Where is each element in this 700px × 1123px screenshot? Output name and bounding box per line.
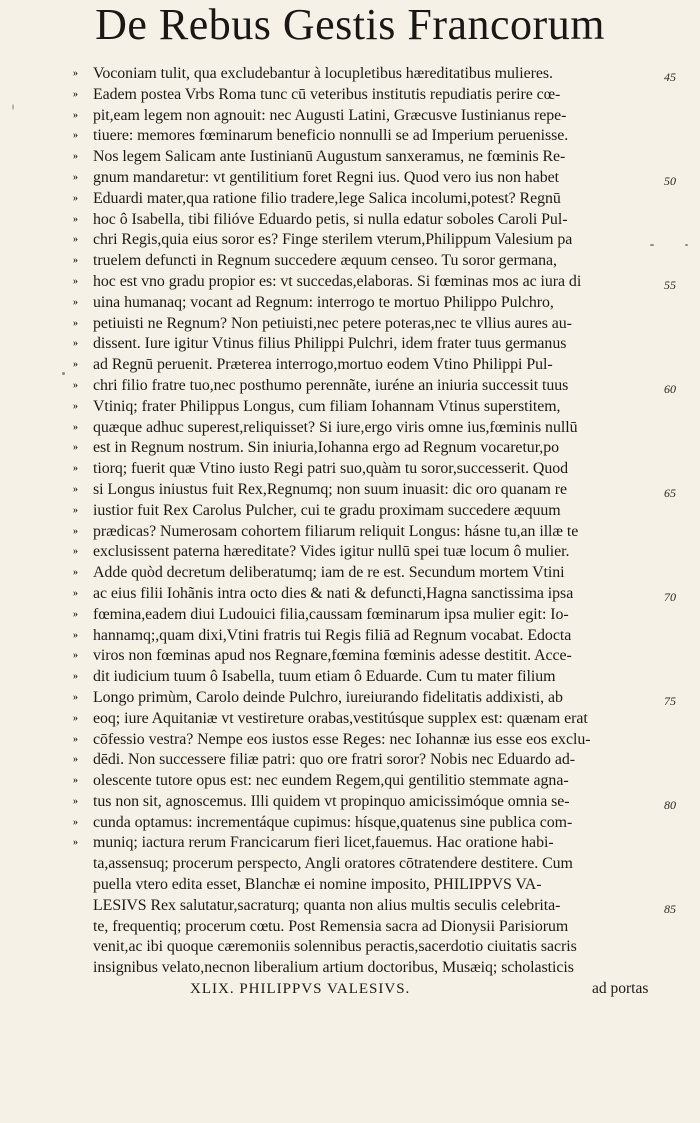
text-line	[0, 168, 700, 189]
text-line	[0, 750, 700, 771]
line-text: uina humanaq; vocant ad Regnum: interrogo te mortuo Philippo Pulchro,	[93, 293, 554, 311]
quotation-mark: »	[73, 525, 78, 537]
quotation-mark: »	[73, 671, 78, 683]
text-line	[0, 106, 700, 127]
line-text: dissent. Iure igitur Vtinus filius Philippi Pulchri, idem frater tuus germanus	[93, 335, 567, 353]
text-line	[0, 667, 700, 688]
quotation-mark: »	[73, 546, 78, 558]
line-text: Vtiniq; frater Philippus Longus, cum filiam Iohannam Vtinus superstitem,	[93, 397, 561, 415]
line-text: Eadem postea Vrbs Roma tunc cū veteribus institutis repudiatis perire cœ-	[93, 85, 561, 103]
text-line	[0, 584, 700, 605]
line-text: venit,ac ibi quoque cæremoniis solennibus peractis,sacerdotio ciuitatis sacris	[93, 938, 577, 956]
text-line	[0, 230, 700, 251]
text-line	[0, 730, 700, 751]
text-line	[0, 480, 700, 501]
line-number: 85	[664, 901, 676, 916]
line-text: iustior fuit Rex Carolus Pulcher, cui te gradu proximam succedere æquum	[93, 501, 561, 519]
line-text: gnum mandaretur: vt gentilitium foret Regni ius. Quod vero ius non habet	[93, 168, 559, 186]
text-line	[0, 792, 700, 813]
ink-speck	[650, 244, 654, 246]
text-line	[0, 293, 700, 314]
line-text: viros non fœminas apud nos Regnare,fœmina fœminis adesse destitit. Acce-	[93, 647, 572, 665]
text-line	[0, 522, 700, 543]
text-line	[0, 501, 700, 522]
text-line	[0, 189, 700, 210]
quotation-mark: »	[73, 359, 78, 371]
line-number: 55	[664, 277, 676, 292]
text-line	[0, 85, 700, 106]
text-line	[0, 147, 700, 168]
text-line	[0, 459, 700, 480]
quotation-mark: »	[73, 567, 78, 579]
line-number: 75	[664, 693, 676, 708]
running-head: De Rebus Gestis Francorum	[95, 0, 605, 49]
text-line	[0, 210, 700, 231]
line-text: eoq; iure Aquitaniæ vt vestireture orabas,vestitúsque supplex est: quænam erat	[93, 709, 588, 727]
quotation-mark: »	[73, 650, 78, 662]
line-number: 60	[664, 381, 676, 396]
line-number: 50	[664, 173, 676, 188]
ink-speck	[12, 104, 14, 110]
line-number: 80	[664, 797, 676, 812]
quotation-mark: »	[73, 171, 78, 183]
text-line	[0, 64, 700, 85]
quotation-mark: »	[73, 68, 78, 79]
text-line	[0, 438, 700, 459]
line-text: olescente tutore opus est: nec eundem Regem,qui gentilitio stemmate agna-	[93, 772, 569, 790]
line-text: est in Regnum nostrum. Sin iniuria,Iohanna ergo ad Regnum vocaretur,po	[93, 439, 560, 457]
quotation-mark: »	[73, 317, 78, 329]
text-line	[0, 397, 700, 418]
text-line	[0, 418, 700, 439]
line-text: chri Regis,quia eius soror es? Finge sterilem vterum,Philippum Valesium pa	[93, 231, 573, 249]
text-line	[0, 833, 700, 854]
line-text: quæque adhuc superest,reliquisset? Si iure,ergo viris omne ius,fœminis nullū	[93, 418, 578, 436]
text-line	[0, 334, 700, 355]
quotation-mark: »	[73, 608, 78, 620]
text-line	[0, 355, 700, 376]
text-line	[0, 126, 700, 147]
quotation-mark: »	[73, 463, 78, 475]
section-heading: XLIX. PHILIPPVS VALESIVS.	[190, 981, 411, 998]
ink-speck	[62, 372, 65, 375]
line-text: petiuisti ne Regnum? Non petiuisti,nec petere poteras,nec te vllius aures au-	[93, 314, 572, 332]
line-text: Voconiam tulit, qua excludebantur à locupletibus hæreditatibus mulieres.	[93, 65, 553, 82]
text-line	[0, 854, 700, 875]
text-line	[0, 688, 700, 709]
line-text: Eduardi mater,qua ratione filio tradere,lege Salica incolumi,potest? Regnū	[93, 189, 561, 207]
quotation-mark: »	[73, 795, 78, 807]
line-text: hannamq;,quam dixi,Vtini fratris tui Regis filiā ad Regnum vocabat. Edocta	[93, 626, 572, 644]
quotation-mark: »	[73, 130, 78, 142]
line-text: LESIVS Rex salutatur,sacraturq; quanta non alius multis seculis celebrita-	[93, 896, 561, 914]
text-line	[0, 771, 700, 792]
text-line	[0, 314, 700, 335]
quotation-mark: »	[73, 629, 78, 641]
quotation-mark: »	[73, 296, 78, 308]
text-line	[0, 646, 700, 667]
quotation-mark: »	[73, 88, 78, 100]
quotation-mark: »	[73, 587, 78, 599]
line-text: fœmina,eadem diui Ludouici filia,caussam fœminarum ipsa mulier egit: Io-	[93, 605, 569, 623]
quotation-mark: »	[73, 733, 78, 745]
footer-line	[0, 979, 700, 1000]
line-text: insignibus velato,necnon liberalium artium doctoribus, Musæiq; scholasticis	[93, 959, 574, 977]
text-line	[0, 563, 700, 584]
line-text: ta,assensuq; procerum perspecto, Angli oratores cōtratendere destitere. Cum	[93, 855, 573, 873]
line-text: puella vtero edita esset, Blanchæ ei nomine imposito, PHILIPPVS VA-	[93, 876, 542, 894]
quotation-mark: »	[73, 338, 78, 350]
line-number: 65	[664, 485, 676, 500]
quotation-mark: »	[73, 213, 78, 225]
quotation-mark: »	[73, 379, 78, 391]
line-text: hoc ô Isabella, tibi filióve Eduardo petis, si nulla edatur soboles Caroli Pul-	[93, 210, 568, 228]
ink-speck	[685, 244, 688, 246]
quotation-mark: »	[73, 192, 78, 204]
text-line	[0, 958, 700, 979]
text-line	[0, 542, 700, 563]
line-text: si Longus iniustus fuit Rex,Regnumq; non suum inuasit: dic oro quanam re	[93, 480, 567, 498]
line-text: Adde quòd decretum deliberatumq; iam de re est. Secundum mortem Vtini	[93, 564, 565, 582]
text-line	[0, 272, 700, 293]
line-text: tus non sit, agnoscemus. Illi quidem vt propinquo amicissimóque omnia se-	[93, 792, 570, 810]
line-text: cunda optamus: incrementáque cupimus: hísque,quatenus sine publica com-	[93, 813, 573, 831]
line-text: hoc est vno gradu propior es: vt succedas,elaboras. Si fœminas mos ac iura di	[93, 272, 582, 290]
line-number: 45	[664, 70, 676, 84]
line-text: truelem defuncti in Regnum succedere æquum censeo. Tu soror germana,	[93, 252, 557, 270]
quotation-mark: »	[73, 754, 78, 766]
quotation-mark: »	[73, 151, 78, 163]
quotation-mark: »	[73, 712, 78, 724]
quotation-mark: »	[73, 275, 78, 287]
text-line	[0, 605, 700, 626]
text-line	[0, 376, 700, 397]
quotation-mark: »	[73, 691, 78, 703]
line-text: tiorq; fuerit quæ Vtino iusto Regi patri suo,quàm tu soror,successerit. Quod	[93, 460, 569, 478]
text-line	[0, 626, 700, 647]
text-line	[0, 813, 700, 834]
line-text: pit,eam legem non agnouit: nec Augusti Latini, Græcusve Iustinianus repe-	[93, 106, 567, 124]
quotation-mark: »	[73, 775, 78, 787]
quotation-mark: »	[73, 234, 78, 246]
line-text: chri filio fratre tuo,nec posthumo perennãte, iuréne an iniuria successit tuus	[93, 376, 569, 394]
quotation-mark: »	[73, 504, 78, 516]
line-text: dit iudicium tuum ô Isabella, tuum etiam ô Eduarde. Cum tu mater filium	[93, 668, 556, 686]
quotation-mark: »	[73, 421, 78, 433]
text-line	[0, 875, 700, 896]
text-line	[0, 896, 700, 917]
line-text: exclusissent paterna hæreditate? Vides igitur nullū spei tuæ locum ô mulier.	[93, 543, 570, 561]
line-text: te, frequentiq; procerum cœtu. Post Remensia sacra ad Dionysii Parisiorum	[93, 917, 569, 935]
quotation-mark: »	[73, 109, 78, 121]
line-text: tiuere: memores fœminarum beneficio nonnulli se ad Imperium peruenisse.	[93, 127, 569, 145]
quotation-mark: »	[73, 837, 78, 849]
text-block	[0, 64, 700, 1000]
line-text: muniq; iactura rerum Francicarum fieri licet,fauemus. Hac oratione habi-	[93, 834, 554, 852]
quotation-mark: »	[73, 483, 78, 495]
text-line	[0, 709, 700, 730]
quotation-mark: »	[73, 255, 78, 267]
quotation-mark: »	[73, 442, 78, 454]
line-text: Longo primùm, Carolo deinde Pulchro, iureiurando fidelitatis addixisti, ab	[93, 688, 563, 706]
line-text: dēdi. Non successere filiæ patri: quo ore fratri soror? Nobis nec Eduardo ad-	[93, 751, 575, 769]
text-line	[0, 917, 700, 938]
line-text: ad Regnū peruenit. Præterea interrogo,mortuo eodem Vtino Philippi Pul-	[93, 356, 553, 374]
catchword: ad portas	[592, 980, 649, 998]
line-number: 70	[664, 589, 676, 604]
line-text: Nos legem Salicam ante Iustinianū Augustum sanxeramus, ne fœminis Re-	[93, 148, 566, 166]
quotation-mark: »	[73, 400, 78, 412]
quotation-mark: »	[73, 816, 78, 828]
text-line	[0, 251, 700, 272]
line-text: ac eius filii Iohãnis intra octo dies & nati & defuncti,Hagna sanctissima ipsa	[93, 584, 574, 602]
line-text: prædicas? Numerosam cohortem filiarum reliquit Longus: hásne tu,an illæ te	[93, 522, 579, 540]
text-line	[0, 937, 700, 958]
line-text: cōfessio vestra? Nempe eos iustos esse Reges: nec Iohannæ ius esse eos exclu-	[93, 730, 591, 748]
